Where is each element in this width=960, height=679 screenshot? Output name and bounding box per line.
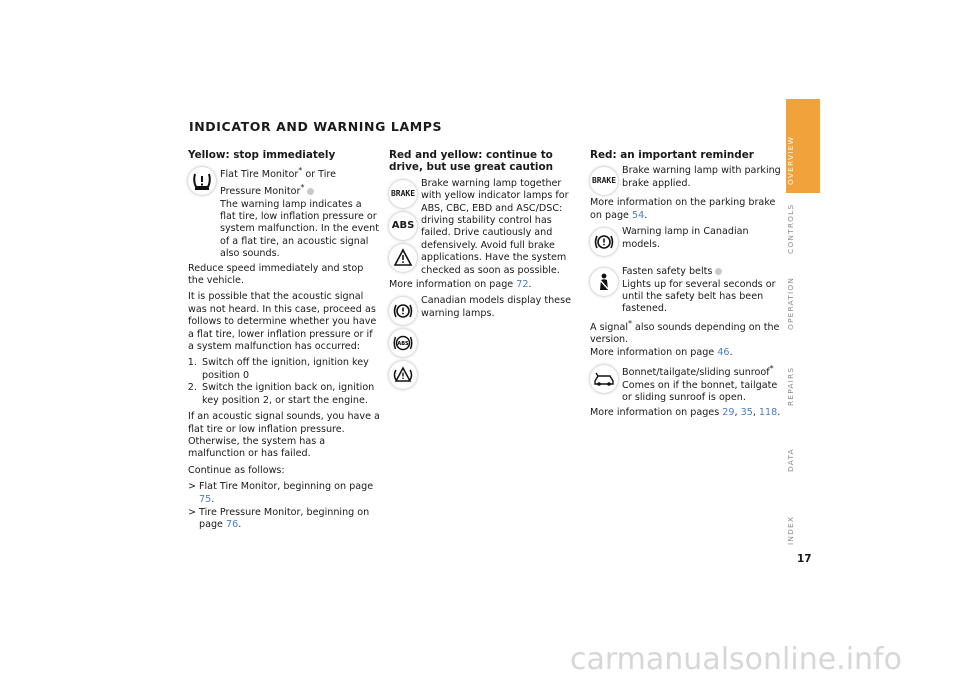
info-dot-icon xyxy=(307,188,314,195)
info-dot-icon xyxy=(715,268,722,275)
warning-text: The warning lamp indicates a flat tire, low inflation pressure or system malfunction. In the event of a flat tire, an acoustic signal also sounds. xyxy=(220,198,379,260)
bonnet-text: Comes on if the bonnet, tailgate or sliding sunroof is open. xyxy=(622,379,778,404)
canada-text: Warning lamp in Canadian models. xyxy=(622,226,749,250)
brake-circle-icon xyxy=(590,228,618,256)
sidebar-tab-controls[interactable]: CONTROLS xyxy=(786,203,795,255)
bonnet-title: Bonnet/tailgate/sliding sunroof xyxy=(622,367,770,379)
arrow-icon: > xyxy=(188,481,197,493)
list-item: 2. Switch the ignition back on, ignition key position 2, or start the engine. xyxy=(200,382,380,407)
list-item: 1. Switch off the ignition, ignition key position 0 xyxy=(200,357,380,382)
possible-text: It is possible that the acoustic signal was not heard. In this case, proceed as follows to determine whether you have a flat tire, lower inflation pressure or if a system malfunction has occurred: xyxy=(188,291,377,353)
belts-text: Lights up for several seconds or until the safety belt has been fastened. xyxy=(622,278,776,315)
canadian-text: Canadian models display these warning lamps. xyxy=(421,295,571,319)
brake-text: Brake warning lamp together with yellow indicator lamps for ABS, CBC, EBD and ASC/DSC: driving stability control has failed. Drive cautiously and defensively. Avoid full brake applications. Have the system checked as soon as possible. xyxy=(421,177,569,276)
heading-yellow: Yellow: stop immediately xyxy=(188,149,336,161)
signal-text: If an acoustic signal sounds, you have a flat tire or low inflation pressure. Otherwise, the system has a malfunction or has failed. xyxy=(188,411,380,460)
steps-list xyxy=(188,357,380,407)
car-open-icon xyxy=(590,365,618,393)
abs-icon: ABS xyxy=(389,212,417,240)
page-title: INDICATOR AND WARNING LAMPS xyxy=(189,119,443,134)
page-link[interactable]: 75 xyxy=(199,493,212,505)
intro-text: Flat Tire Monitor xyxy=(220,169,299,181)
heading-red-yellow: Red and yellow: continue to drive, but use great caution xyxy=(389,149,554,174)
list-item: > Flat Tire Monitor, beginning on page 75. xyxy=(188,481,374,505)
belts-title: Fasten safety belts xyxy=(622,266,713,278)
brake-icon: BRAKE xyxy=(590,167,618,195)
reduce-text: Reduce speed immediately and stop the vehicle. xyxy=(188,262,364,287)
column-red-yellow: Red and yellow: continue to drive, but use great caution BRAKE ABS Brake warning lamp together with yellow indicator lamps for ABS, CBC, EBD and ASC/DSC: driving stability control has failed. Drive cautiously and defensively. Avoid full brake applications. Have the system checked as soon as possible. More information on page 72. ABS Canadian models display these warning lamps. xyxy=(389,149,579,395)
sidebar-tab-index[interactable]: INDEX xyxy=(786,515,795,545)
tire-pressure-icon xyxy=(188,167,216,195)
section-sidebar xyxy=(786,99,820,679)
watermark: carmanualsonline.info xyxy=(570,642,902,677)
page-link[interactable]: 46 xyxy=(717,346,730,358)
brake-text: Brake warning lamp with parking brake applied. xyxy=(622,165,781,189)
stability-warning-icon xyxy=(389,244,417,272)
page-link[interactable]: 72 xyxy=(516,279,529,291)
sidebar-tab-operation[interactable]: OPERATION xyxy=(786,276,795,330)
page-link[interactable]: 118 xyxy=(758,406,778,418)
page-link[interactable]: 54 xyxy=(632,209,645,221)
column-yellow: Yellow: stop immediately Flat Tire Monitor* or Tire Pressure Monitor* The warning lamp indicates a flat tire, low inflation pressure or system malfunction. In the event of a flat tire, an acoustic signal also sounds. Reduce speed immediately and stop the vehicle. It is possible that the acoustic signal was not heard. In this case, proceed as follows to determine whether you have a flat tire, lower inflation pressure or if a system malfunction has occurred: 1. Switch off the ignition, ignition key position 0 2. Switch the ignition back on, ignition key position 2, or start the engine. If an acoustic signal sounds, you have a flat tire or low inflation pressure. Otherwise, the system has a malfunction or has failed. Continue as follows: > Flat Tire Monitor, beginning on page 75. > Tire Pressure Monitor, beginning on page 76. xyxy=(188,149,380,533)
brake-icon: BRAKE xyxy=(389,180,417,208)
continue-text: Continue as follows: xyxy=(188,464,285,476)
page-link[interactable]: 35 xyxy=(740,406,753,418)
page-number: 17 xyxy=(797,553,812,565)
seatbelt-icon xyxy=(590,268,618,296)
sidebar-tab-overview[interactable]: OVERVIEW xyxy=(786,99,820,193)
abs-circle-label: ABS xyxy=(397,341,409,348)
brake-circle-icon xyxy=(389,297,417,325)
page-link[interactable]: 76 xyxy=(226,519,239,531)
arrow-icon: > xyxy=(188,506,197,518)
sidebar-tab-data[interactable]: DATA xyxy=(786,448,795,472)
list-item: > Tire Pressure Monitor, beginning on page 76. xyxy=(188,506,370,531)
abs-circle-icon xyxy=(389,329,417,357)
column-red: Red: an important reminder BRAKE Brake warning lamp with parking brake applied. More information on the parking brake on page 54. Warning lamp in Canadian models. Fasten safety belts Lights up for several seconds or until the safety belt has been fastened. A signal* also sounds depending on the version. More information on page 46. Bonnet/tailgate/sliding sunroof* Comes on if the bonnet, tailgate or sliding sunroof is open. More information on pages 29, 35, 118. xyxy=(590,149,785,423)
page-link[interactable]: 29 xyxy=(722,406,735,418)
sidebar-tab-repairs[interactable]: REPAIRS xyxy=(786,366,795,406)
heading-red: Red: an important reminder xyxy=(590,149,754,161)
stability-circle-icon xyxy=(389,361,417,389)
